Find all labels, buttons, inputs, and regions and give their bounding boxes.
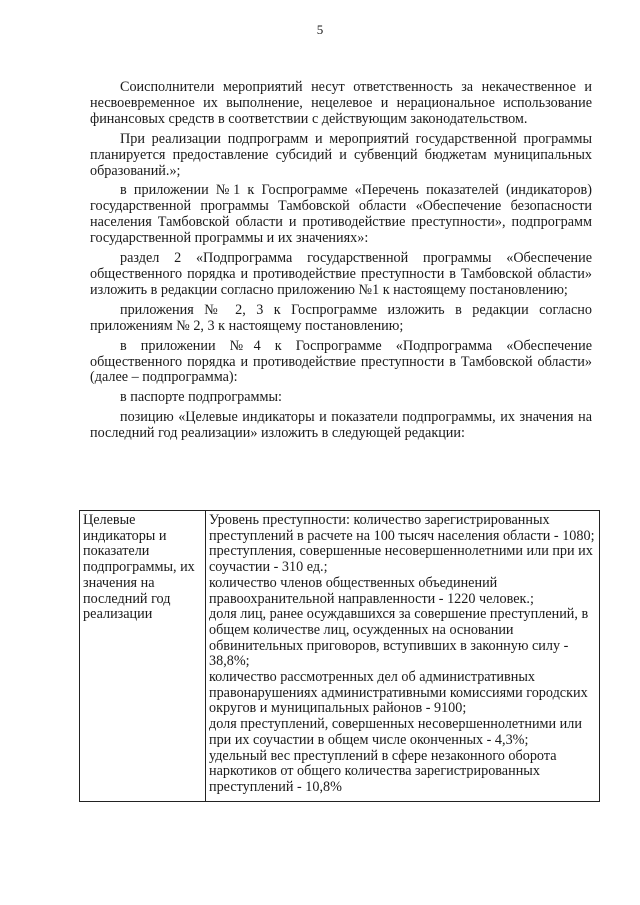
indicator-crime-rate: Уровень преступности: количество зарегистрированных преступлений в расчете на 100 тысяч населения области - 1080; <box>209 512 595 544</box>
indicator-repeat-offenders: доля лиц, ранее осуждавшихся за совершение преступлений, в общем количестве лиц, осужденных на основании обвинительных приговоров, вступивших в законную силу - 38,8%; <box>209 606 589 670</box>
indicators-table-wrapper <box>79 510 600 802</box>
table-values-cell <box>206 511 600 802</box>
indicator-juvenile-share: доля преступлений, совершенных несовершеннолетними или при их соучастии в общем числе оконченных - 4,3%; <box>209 716 582 748</box>
indicator-drug-crimes: удельный вес преступлений в сфере незаконного оборота наркотиков от общего количества зарегистрированных преступлений - 10,8% <box>209 747 557 795</box>
page-number: 5 <box>316 22 324 37</box>
indicator-public-associations: количество членов общественных объединений правоохранительной направленности - 1220 человек.; <box>209 574 534 607</box>
paragraph-appendix-1: в приложении №1 к Госпрограмме «Перечень показателей (индикаторов) государственной программы Тамбовской области «Обеспечение безопасности населения Тамбовской области и противодействие преступности», подпрограмм государственной программы и их значениях»: <box>90 182 592 247</box>
paragraph-appendix-4: в приложении №4 к Госпрограмме «Подпрограмма «Обеспечение общественного порядка и противодействие преступности в Тамбовской области» (далее – подпрограмма): <box>90 337 592 386</box>
paragraph-position: позицию «Целевые индикаторы и показатели подпрограммы, их значения на последний год реализации» изложить в следующей редакции: <box>90 409 592 442</box>
table-row <box>80 511 600 802</box>
paragraph-coexecutors-responsibility: Соисполнители мероприятий несут ответственность за некачественное и несвоевременное их выполнение, нецелевое и нерациональное использование финансовых средств в соответствии с действующим законодательством. <box>90 79 592 127</box>
indicator-administrative-cases: количество рассмотренных дел об административных правонарушениях административными комиссиями городских округов и муниципальных районов - 9100; <box>209 669 588 717</box>
paragraph-subsidies: При реализации подпрограмм и мероприятий государственной программы планируется предоставление субсидий и субвенций бюджетам муниципальных образований.»; <box>90 130 592 179</box>
indicator-juvenile-crimes: преступления, совершенные несовершеннолетними или при их соучастии - 310 ед.; <box>209 543 593 576</box>
paragraph-appendices-2-3: приложения № 2, 3 к Госпрограмме изложить в редакции согласно приложениям № 2, 3 к настоящему постановлению; <box>90 301 592 334</box>
document-body <box>90 80 592 446</box>
indicators-table <box>79 510 600 802</box>
paragraph-section-2: раздел 2 «Подпрограмма государственной программы «Обеспечение общественного порядка и противодействие преступности в Тамбовской области» изложить в редакции согласно приложению №1 к настоящему постановлению; <box>90 250 592 298</box>
paragraph-passport: в паспорте подпрограммы: <box>120 389 282 406</box>
table-label-cell: Целевые индикаторы и показатели подпрограммы, их значения на последний год реализации <box>80 511 206 802</box>
